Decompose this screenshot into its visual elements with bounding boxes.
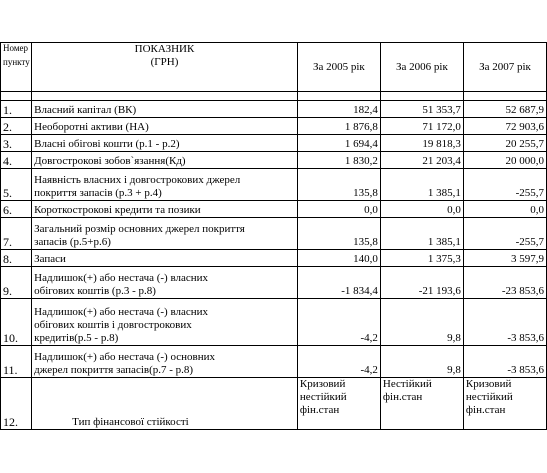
table-row	[1, 201, 547, 218]
row-indicator-line: запасів (р.5+р.6)	[34, 236, 111, 248]
row-number[interactable]: 12.	[1, 378, 32, 430]
row-indicator[interactable]	[32, 118, 298, 135]
row-value-2005[interactable]: -1 834,4	[297, 267, 380, 299]
row-value-2007[interactable]: 0,0	[463, 201, 546, 218]
row-value-2005[interactable]: -4,2	[297, 346, 380, 378]
row-indicator[interactable]: Тип фінансової стійкості	[32, 378, 298, 430]
row-number[interactable]: 7.	[1, 218, 32, 250]
row-value-2007[interactable]: -3 853,6	[463, 346, 546, 378]
table-header-row	[1, 43, 547, 92]
row-indicator-line: Надлишок(+) або нестача (-) власних	[34, 306, 209, 318]
row-value-2005[interactable]: 140,0	[297, 250, 380, 267]
row-number[interactable]: 6.	[1, 201, 32, 218]
row-indicator[interactable]	[32, 101, 298, 118]
row-value-2005[interactable]: 1 694,4	[297, 135, 380, 152]
status-line: нестійкий	[299, 391, 347, 403]
row-value-2005[interactable]: 1 876,8	[297, 118, 380, 135]
status-line: фін.стан	[465, 404, 506, 416]
table-row	[1, 101, 547, 118]
row-value-2007[interactable]: -255,7	[463, 169, 546, 201]
row-indicator-line: Короткострокові кредити та позики	[34, 204, 201, 216]
status-line: Кризовий	[299, 378, 346, 390]
spacer-row	[1, 92, 547, 101]
row-number[interactable]: 2.	[1, 118, 32, 135]
row-value-2007[interactable]: 3 597,9	[463, 250, 546, 267]
status-row	[1, 378, 547, 430]
row-indicator-line: обігових коштів (р.3 - р.8)	[34, 285, 156, 297]
row-value-2006[interactable]: 51 353,7	[380, 101, 463, 118]
row-value-2006[interactable]: 1 385,1	[380, 218, 463, 250]
header-year-2005[interactable]: За 2005 рік	[297, 43, 380, 92]
row-value-2007[interactable]: -3 853,6	[463, 299, 546, 346]
row-value-2007[interactable]: 52 687,9	[463, 101, 546, 118]
status-line: фін.стан	[382, 391, 423, 403]
table-row	[1, 135, 547, 152]
row-indicator-line: покриття запасів (р.3 + р.4)	[34, 187, 162, 199]
row-value-2006[interactable]: 71 172,0	[380, 118, 463, 135]
row-number[interactable]: 10.	[1, 299, 32, 346]
table-row	[1, 218, 547, 250]
header-year-2007[interactable]: За 2007 рік	[463, 43, 546, 92]
row-indicator[interactable]	[32, 250, 298, 267]
row-indicator-line: Наявність власних і довгострокових джерел	[34, 174, 241, 186]
row-value-2007[interactable]: 72 903,6	[463, 118, 546, 135]
row-value-2006[interactable]: 0,0	[380, 201, 463, 218]
status-value-2006[interactable]	[380, 378, 463, 430]
row-number[interactable]: 3.	[1, 135, 32, 152]
row-value-2005[interactable]: 135,8	[297, 218, 380, 250]
row-indicator[interactable]	[32, 201, 298, 218]
row-value-2007[interactable]: 20 255,7	[463, 135, 546, 152]
table-row	[1, 152, 547, 169]
row-indicator[interactable]	[32, 152, 298, 169]
row-indicator-line: Запаси	[34, 253, 66, 265]
row-value-2007[interactable]: 20 000,0	[463, 152, 546, 169]
row-indicator-line: кредитів(р.5 - р.8)	[34, 332, 119, 344]
stability-table	[0, 42, 547, 430]
row-number[interactable]: 9.	[1, 267, 32, 299]
row-number[interactable]: 11.	[1, 346, 32, 378]
row-indicator[interactable]	[32, 299, 298, 346]
row-indicator[interactable]	[32, 346, 298, 378]
header-year-2006[interactable]: За 2006 рік	[380, 43, 463, 92]
table-row	[1, 346, 547, 378]
table-body	[1, 101, 547, 430]
row-number[interactable]: 1.	[1, 101, 32, 118]
table-row	[1, 118, 547, 135]
row-indicator[interactable]	[32, 218, 298, 250]
status-line: нестійкий	[465, 391, 513, 403]
table-row	[1, 169, 547, 201]
row-value-2006[interactable]: 9,8	[380, 299, 463, 346]
row-value-2006[interactable]: -21 193,6	[380, 267, 463, 299]
row-indicator-line: Надлишок(+) або нестача (-) власних	[34, 272, 209, 284]
table-row	[1, 250, 547, 267]
row-indicator-line: Довгострокові зобов`язання(Кд)	[34, 155, 186, 167]
status-line: Нестійкий	[382, 378, 432, 390]
row-value-2005[interactable]: 1 830,2	[297, 152, 380, 169]
row-indicator-line: Власний капітал (ВК)	[34, 104, 137, 116]
row-indicator-line: Загальний розмір основних джерел покриття	[34, 223, 245, 235]
row-value-2005[interactable]: 0,0	[297, 201, 380, 218]
row-indicator-line: джерел покриття запасів(р.7 - р.8)	[34, 364, 194, 376]
row-value-2006[interactable]: 9,8	[380, 346, 463, 378]
row-indicator[interactable]	[32, 169, 298, 201]
row-value-2006[interactable]: 1 375,3	[380, 250, 463, 267]
row-indicator[interactable]	[32, 135, 298, 152]
row-indicator-line: Надлишок(+) або нестача (-) основних	[34, 351, 215, 363]
row-value-2005[interactable]: 135,8	[297, 169, 380, 201]
row-indicator[interactable]	[32, 267, 298, 299]
row-value-2007[interactable]: -255,7	[463, 218, 546, 250]
row-number[interactable]: 8.	[1, 250, 32, 267]
row-number[interactable]: 5.	[1, 169, 32, 201]
row-value-2006[interactable]: 21 203,4	[380, 152, 463, 169]
row-indicator-line: Власні обігові кошти (р.1 - р.2)	[34, 138, 180, 150]
header-number[interactable]: Номер пункту	[1, 43, 32, 92]
status-value-2007[interactable]	[463, 378, 546, 430]
table-row	[1, 299, 547, 346]
row-value-2007[interactable]: -23 853,6	[463, 267, 546, 299]
row-indicator-line: Необоротні активи (НА)	[34, 121, 149, 133]
table-row	[1, 267, 547, 299]
status-line: фін.стан	[299, 404, 340, 416]
row-value-2005[interactable]: 182,4	[297, 101, 380, 118]
header-indicator[interactable]: ПОКАЗНИК (ГРН)	[32, 43, 298, 92]
status-value-2005[interactable]	[297, 378, 380, 430]
row-number[interactable]: 4.	[1, 152, 32, 169]
row-value-2006[interactable]: 19 818,3	[380, 135, 463, 152]
row-indicator-line: обігових коштів і довгострокових	[34, 319, 192, 331]
row-value-2005[interactable]: -4,2	[297, 299, 380, 346]
status-line: Кризовий	[465, 378, 512, 390]
row-value-2006[interactable]: 1 385,1	[380, 169, 463, 201]
